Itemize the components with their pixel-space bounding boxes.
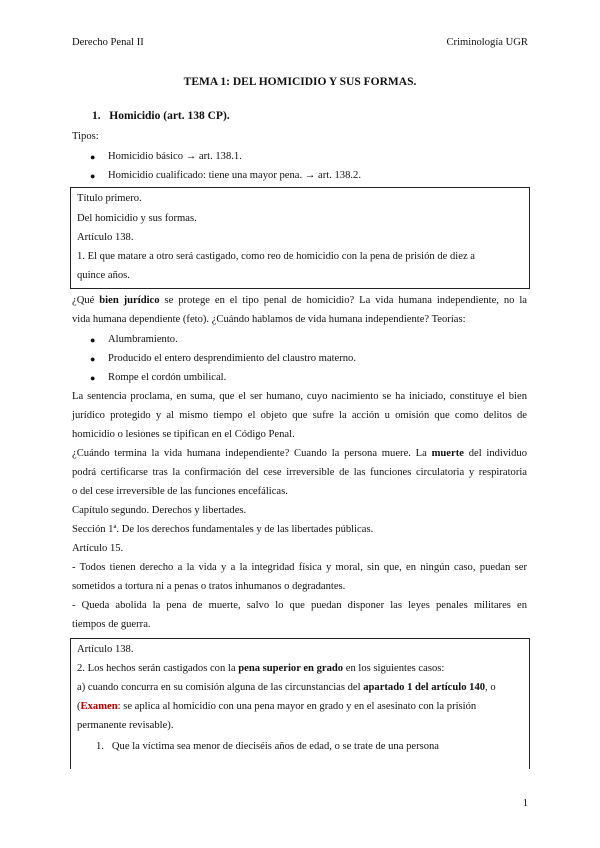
paragraph-line: ¿Cuándo termina la vida humana independiente? Cuando la persona muere. La muerte del individuo — [72, 448, 527, 459]
paragraph-line: o del cese irreversible de las funciones encefálicas. — [72, 486, 288, 497]
header-right: Criminología UGR — [446, 37, 528, 48]
constitution-line: tiempos de guerra. — [72, 619, 151, 630]
page-number: 1 — [522, 798, 528, 809]
box2-line: (Examen: se aplica al homicidio con una pena mayor en grado y en el asesinato con la prisión — [77, 701, 477, 712]
paragraph-line: La sentencia proclama, en suma, que el ser humano, cuyo nacimiento se ha iniciado, constituye el bien — [72, 391, 527, 402]
tipo-item: Homicidio básico → art. 138.1. — [108, 151, 242, 162]
constitution-line: Artículo 15. — [72, 543, 124, 554]
constitution-line: - Todos tienen derecho a la vida y a la integridad física y moral, sin que, en ningún caso, puedan ser — [72, 562, 527, 573]
tipo-item: Homicidio cualificado: tiene una mayor pena. → art. 138.2. — [108, 170, 361, 181]
box2-line: 2. Los hechos serán castigados con la pena superior en grado en los siguientes casos: — [77, 663, 445, 674]
bold-term: pena superior en grado — [238, 663, 344, 674]
exam-highlight: Examen — [80, 701, 118, 712]
box1-line: 1. El que matare a otro será castigado, como reo de homicidio con la pena de prisión de diez a — [77, 251, 476, 262]
bold-term: bien jurídico — [99, 295, 160, 306]
constitution-line: Capítulo segundo. Derechos y libertades. — [72, 505, 247, 516]
section-heading — [92, 110, 230, 122]
section-number: 1. — [92, 110, 101, 122]
section-title: Homicidio (art. 138 CP). — [109, 110, 230, 122]
paragraph-line: podrá certificarse tras la confirmación del cese irreversible de las funciones circulatoria y respiratoria — [72, 467, 527, 478]
constitution-line: sometidos a tortura ni a penas o tratos inhumanos o degradantes. — [72, 581, 346, 592]
header-left: Derecho Penal II — [72, 37, 144, 48]
bold-term: muerte — [431, 448, 464, 459]
box2-line: permanente revisable). — [77, 720, 174, 731]
teoria-item: Rompe el cordón umbilical. — [108, 372, 227, 383]
box2-line: Artículo 138. — [77, 644, 134, 655]
page-title: TEMA 1: DEL HOMICIDIO Y SUS FORMAS. — [183, 76, 417, 88]
teoria-item: Alumbramiento. — [108, 334, 178, 345]
box1-line: Título primero. — [77, 193, 142, 204]
box2-line: a) cuando concurra en su comisión alguna de las circunstancias del apartado 1 del artículo 140, o — [77, 682, 496, 693]
bold-term: apartado 1 del artículo 140 — [363, 682, 486, 693]
box2-list-item: 1. Que la víctima sea menor de dieciséis años de edad, o se trate de una persona — [96, 741, 440, 752]
bullet-icon: ● — [90, 373, 96, 383]
box1-line: Del homicidio y sus formas. — [77, 213, 197, 224]
paragraph-line: homicidio o lesiones se tipifican en el Código Penal. — [72, 429, 295, 440]
teoria-item: Producido el entero desprendimiento del claustro materno. — [108, 353, 356, 364]
box1-line: Artículo 138. — [77, 232, 134, 243]
paragraph-line: vida humana dependiente (feto). ¿Cuándo hablamos de vida humana independiente? Teorías: — [72, 314, 466, 325]
bullet-icon: ● — [90, 152, 96, 162]
tipos-label: Tipos: — [72, 131, 99, 142]
bullet-icon: ● — [90, 171, 96, 181]
bullet-icon: ● — [90, 354, 96, 364]
constitution-line: - Queda abolida la pena de muerte, salvo lo que puedan disponer las leyes penales militares en — [72, 600, 527, 611]
box1-line: quince años. — [77, 270, 130, 281]
constitution-line: Sección 1ª. De los derechos fundamentales y de las libertades públicas. — [72, 524, 374, 535]
bullet-icon: ● — [90, 335, 96, 345]
paragraph-line: jurídico protegido y al mismo tiempo el objeto que sufre la acción u omisión que como delitos de — [72, 410, 527, 421]
paragraph-line: ¿Qué bien jurídico se protege en el tipo penal de homicidio? La vida humana independiente, no la — [72, 295, 527, 306]
